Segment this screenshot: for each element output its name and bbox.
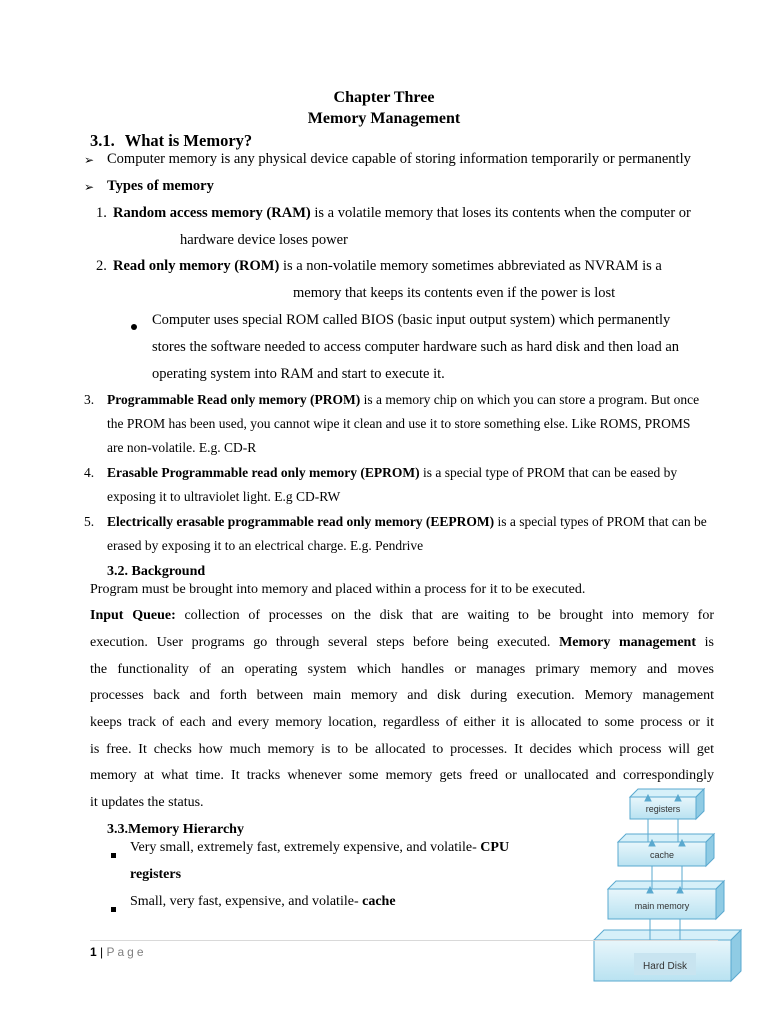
list-number: 2. — [96, 258, 107, 274]
chapter-title: Chapter Three — [333, 89, 435, 106]
main-memory-label: main memory — [634, 901, 690, 911]
list-number: 1. — [96, 205, 107, 221]
ram-term: Random access memory (RAM) — [113, 205, 311, 221]
memory-hierarchy-diagram — [590, 785, 750, 985]
bg-line-1 — [90, 608, 714, 624]
list-number: 5. — [84, 514, 95, 529]
bg-line-7: memory at what time. It tracks whenever some memory gets freed or unallocated and correspondingly — [90, 768, 714, 783]
ram-desc: is a volatile memory that loses its contents when the computer or — [310, 205, 691, 221]
bg-line-2 — [90, 635, 714, 651]
main-memory-block — [608, 881, 724, 919]
section-number: 3.1. — [90, 131, 115, 150]
bg-line-8: it updates the status. — [90, 795, 204, 810]
chapter-subtitle: Memory Management — [307, 110, 461, 127]
footer-separator: | — [96, 945, 107, 959]
page-footer — [90, 945, 147, 959]
prom-term: Programmable Read only memory (PROM) — [107, 392, 361, 407]
rom-item-cont: memory that keeps its contents even if the power is lost — [293, 285, 616, 301]
hierarchy-text: Small, very fast, expensive, and volatile- — [130, 894, 363, 909]
bios-line-1: Computer uses special ROM called BIOS (basic input output system) which permanently — [152, 312, 671, 328]
arrow-bullet-icon: ➢ — [84, 153, 95, 167]
eprom-item — [107, 465, 677, 481]
ram-item-cont: hardware device loses power — [180, 232, 348, 248]
memory-definition: Computer memory is any physical device capable of storing information temporarily or permanently — [107, 151, 691, 167]
ram-item — [113, 205, 691, 222]
eprom-line-2: exposing it to ultraviolet light. E.g CD-RW — [107, 489, 341, 504]
prom-line-2: the PROM has been used, you cannot wipe it clean and use it to store something else. Like ROMS, PROMS — [107, 416, 691, 431]
memory-management-term: Memory management — [559, 635, 697, 650]
eprom-term: Erasable Programmable read only memory (EPROM) — [107, 465, 420, 480]
section-3-1-heading — [90, 131, 252, 151]
hierarchy-term: cache — [362, 894, 396, 909]
list-number: 3. — [84, 392, 95, 407]
section-title: What is Memory? — [124, 131, 253, 150]
bg-line-3: the functionality of an operating system which handles or manages primary memory and moves — [90, 662, 714, 677]
eeprom-line-2: erased by exposing it to an electrical charge. E.g. Pendrive — [107, 538, 424, 553]
prom-line-3: are non-volatile. E.g. CD-R — [107, 440, 257, 455]
hierarchy-item-cache — [130, 894, 396, 910]
eeprom-desc: is a special types of PROM that can be — [494, 514, 707, 529]
input-queue-desc: collection of processes on the disk that are waiting to be brought into memory for — [175, 608, 714, 623]
prom-desc: is a memory chip on which you can store a program. But once — [360, 392, 700, 407]
rom-desc: is a non-volatile memory sometimes abbreviated as NVRAM is a — [279, 258, 662, 274]
background-intro: Program must be brought into memory and placed within a process for it to be executed. — [90, 582, 586, 597]
hierarchy-term: CPU — [480, 840, 510, 855]
bullet-dot-icon — [131, 317, 137, 335]
footer-rule — [90, 940, 718, 941]
hierarchy-item-registers — [130, 840, 509, 856]
page-label: Page — [106, 945, 147, 959]
bg-line-5: keeps track of each and every memory location, regardless of either it is allocated to some process or it — [90, 715, 714, 730]
bios-line-2: stores the software needed to access computer hardware such as hard disk and then load an — [152, 339, 680, 355]
hierarchy-text: Very small, extremely fast, extremely expensive, and volatile- — [130, 840, 481, 855]
prom-item — [107, 392, 699, 408]
square-bullet-icon — [111, 845, 116, 863]
hard-disk-block — [594, 930, 741, 981]
square-bullet-icon — [111, 899, 116, 917]
input-queue-term: Input Queue: — [90, 608, 176, 623]
bg-text: is — [696, 635, 715, 650]
cache-label: cache — [649, 850, 675, 860]
rom-item — [113, 258, 662, 275]
bg-text: execution. User programs go through several steps before being executed. — [90, 635, 560, 650]
section-3-3-heading: 3.3.Memory Hierarchy — [107, 822, 244, 837]
page-number: 1 — [90, 945, 97, 959]
section-3-2-heading: 3.2. Background — [107, 564, 206, 579]
hard-disk-label: Hard Disk — [643, 961, 687, 972]
bg-line-4: processes back and forth between main memory and disk during execution. Memory management — [90, 688, 714, 703]
eeprom-item — [107, 514, 707, 530]
hierarchy-item-registers-cont: registers — [130, 867, 182, 882]
eeprom-term: Electrically erasable programmable read only memory (EEPROM) — [107, 514, 495, 529]
types-heading: Types of memory — [107, 178, 214, 194]
registers-label: registers — [645, 804, 681, 814]
bios-line-3: operating system into RAM and start to execute it. — [152, 366, 445, 382]
bg-line-6: is free. It checks how much memory is to be allocated to processes. It decides which process will get — [90, 742, 714, 757]
arrow-bullet-icon: ➢ — [84, 180, 95, 194]
eprom-desc: is a special type of PROM that can be eased by — [419, 465, 678, 480]
rom-term: Read only memory (ROM) — [113, 258, 280, 274]
list-number: 4. — [84, 465, 95, 480]
